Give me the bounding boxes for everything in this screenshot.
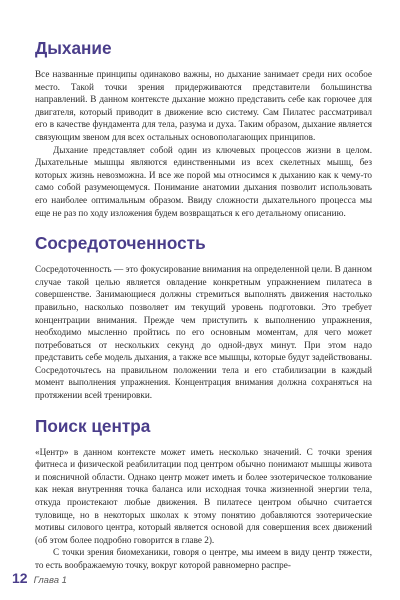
heading-breathing: Дыхание xyxy=(35,38,112,58)
centering-paragraph-2: С точки зрения биомеханики, говоря о центре, мы имеем в виду центр тяжести, то есть воображаемую точку, вокруг которой равномерно распре- xyxy=(35,547,372,570)
breathing-paragraph-2: Дыхание представляет собой один из ключевых процессов жизни в целом. Дыхательные мышцы являются единственными из всех скелетных мышц, без которых жизнь невозможна. И все же порой мы относимся к дыханию как к чему-то само собой разумеющемуся. Понимание анатомии дыхания позволит использовать его наиболее оптимальным образом. Ввиду сложности дыхательного процесса мы еще не раз по ходу изложения будем возвращаться к его детальному описанию. xyxy=(35,144,372,218)
chapter-label: Глава 1 xyxy=(33,575,67,586)
heading-concentration: Сосредоточенность xyxy=(35,233,206,254)
section-breathing xyxy=(35,38,372,219)
heading-centering: Поиск центра xyxy=(35,415,151,436)
section-centering xyxy=(35,416,372,572)
concentration-paragraph-1: Сосредоточенность — это фокусирование внимания на определенной цели. В данном случае такой целью является овладение конкретным упражнением пилатеса в совершенстве. Занимающиеся должны стремиться выполнять движения настолько правильно, насколько позволяет им текущий уровень подготовки. Это требует концентрации внимания. Прежде чем приступить к выполнению упражнения, необходимо мысленно пройтись по его основным моментам, для чего может потребоваться от нескольких секунд до одной-двух минут. При этом надо представить себе модель дыхания, а также все мышцы, которые будут задействованы. Сосредоточьтесь на правильном положении тела и его стабилизации в каждый момент выполнения упражнения. Концентрация внимания должна сохраняться на протяжении всей тренировки. xyxy=(35,264,372,401)
centering-paragraph-1: «Центр» в данном контексте может иметь несколько значений. С точки зрения фитнеса и физической реабилитации под центром обычно понимают мышцы живота и поясничной области. Однако центр может иметь и более эзотерическое толкование как некая внутренняя точка баланса или исходная точка жизненной энергии тела, откуда проистекают любые движения. В пилатесе центром обычно считается туловище, но в некоторых школах к этому понятию добавляются эзотерические мотивы силового центра, который является основой для совершения всех движений (об этом более подробно говорится в главе 2). xyxy=(35,446,372,545)
breathing-paragraph-1: Все названные принципы одинаково важны, но дыхание занимает среди них особое место. Такой точки зрения придерживаются представители большинства направлений. В данном контексте дыхание можно представить себе как горючее для двигателя, который приводит в движение всю систему. Сам Пилатес рассматривал его в качестве фундамента для тела, разума и духа. Таким образом, дыхание является связующим звеном для всех остальных основополагающих принципов. xyxy=(35,69,372,142)
page-number: 12 xyxy=(12,570,28,586)
section-concentration xyxy=(35,233,372,402)
page-footer xyxy=(12,568,67,588)
